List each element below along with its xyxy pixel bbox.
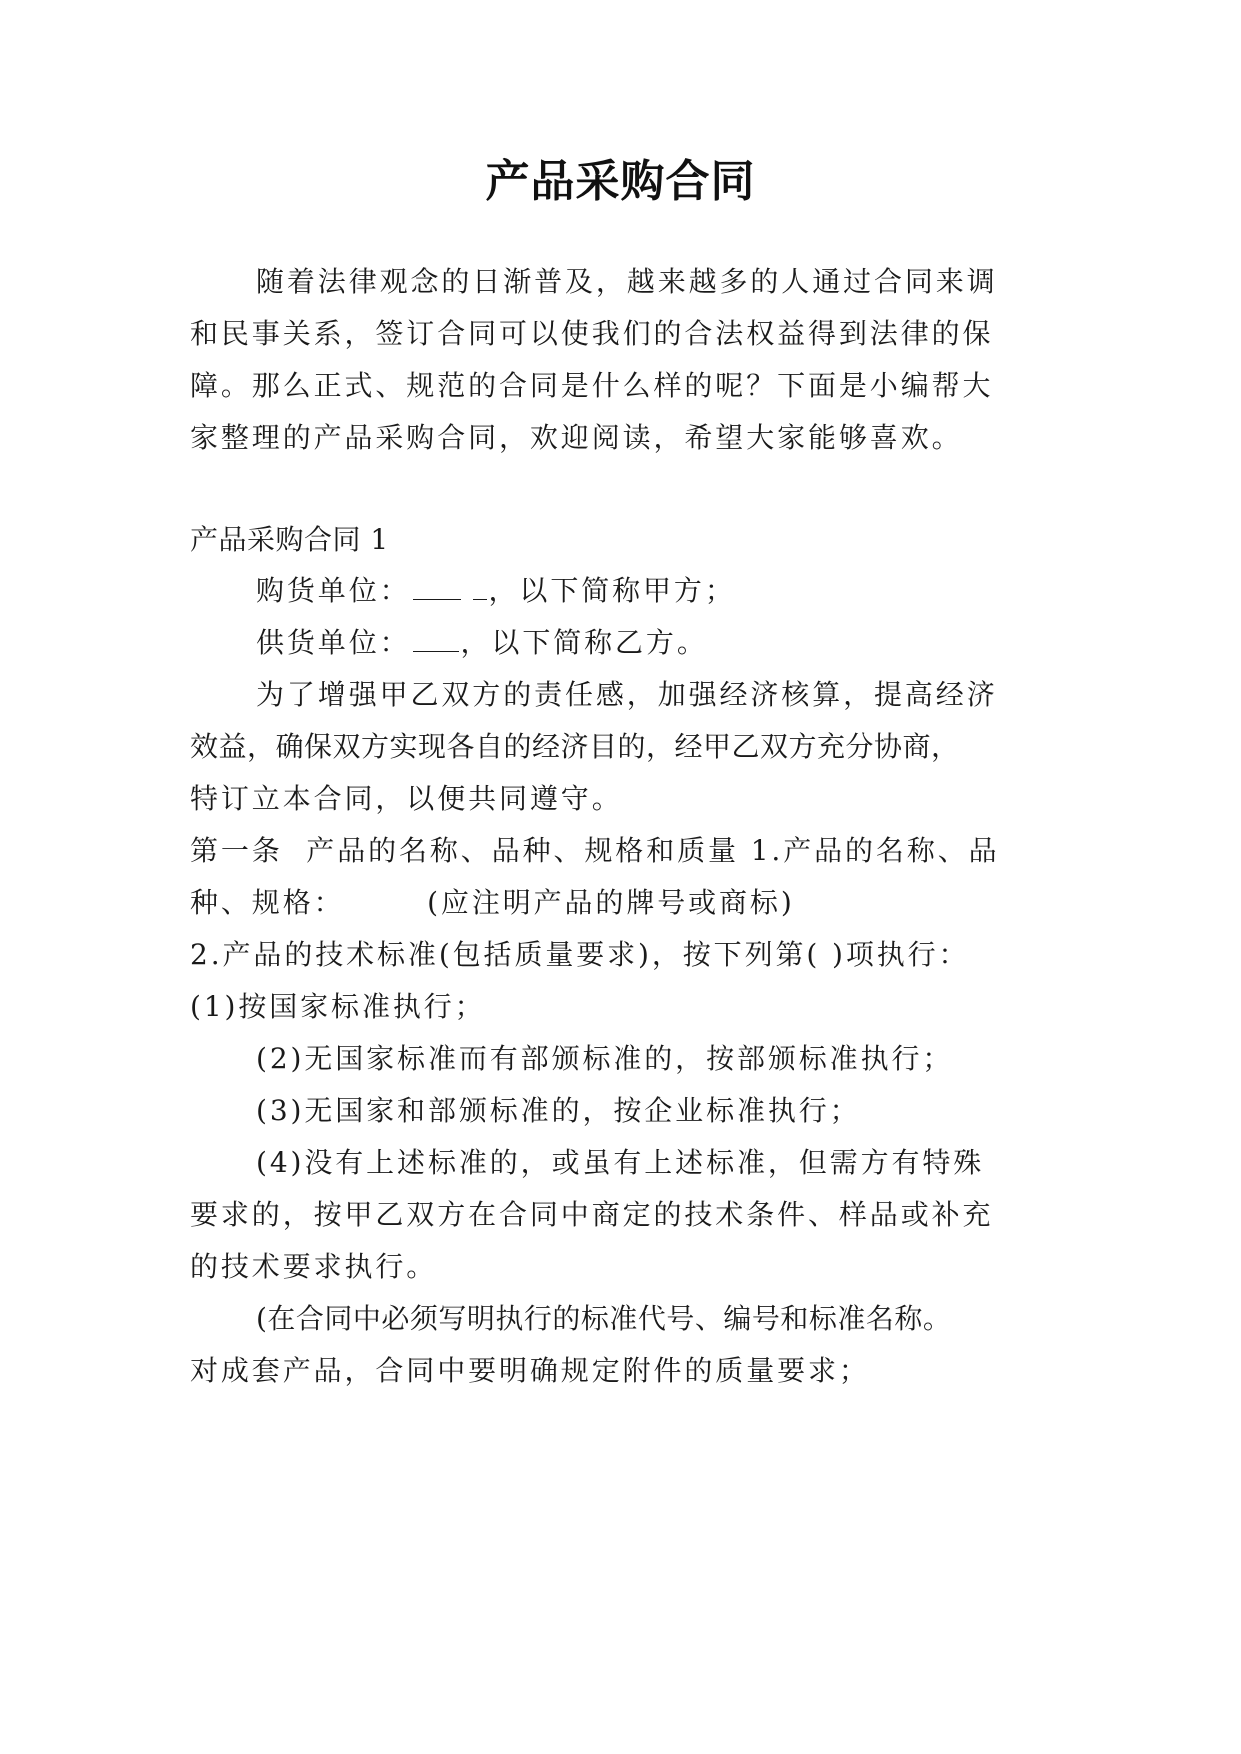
purpose-line-3: 特订立本合同，以便共同遵守。 [190,782,623,815]
intro-line-1: 随着法律观念的日渐普及，越来越多的人通过合同来调 [256,265,998,298]
buyer-suffix: ，以下简称甲方； [488,574,736,607]
purpose-line-1: 为了增强甲乙双方的责任感，加强经济核算，提高经济 [256,678,998,711]
article1-line-4: (1)按国家标准执行； [190,990,486,1023]
purpose-line-2: 效益，确保双方实现各自的经济目的，经甲乙双方充分协商， [190,730,960,763]
article1-line-3: 2.产品的技术标准(包括质量要求)，按下列第( )项执行： [190,938,970,971]
article1-line-10: (在合同中必须写明执行的标准代号、编号和标准名称。 [256,1302,952,1335]
supplier-line [256,623,708,663]
buyer-label: 购货单位： [256,574,411,607]
article1-line-1: 第一条 产品的名称、品种、规格和质量 1.产品的名称、品 [190,834,1000,867]
buyer-line [256,571,736,611]
article1-line-6: (3)无国家和部颁标准的，按企业标准执行； [256,1094,861,1127]
intro-line-2: 和民事关系，签订合同可以使我们的合法权益得到法律的保 [190,317,994,350]
article1-line-9: 的技术要求执行。 [190,1250,438,1283]
article1-line-8: 要求的，按甲乙双方在合同中商定的技术条件、样品或补充 [190,1198,994,1231]
intro-line-4: 家整理的产品采购合同，欢迎阅读，希望大家能够喜欢。 [190,421,963,454]
supplier-suffix: ，以下简称乙方。 [460,626,708,659]
document-title: 产品采购合同 [485,156,756,207]
article1-line-2: 种、规格： (应注明产品的牌号或商标) [190,886,795,919]
buyer-blank [413,573,461,600]
intro-line-3: 障。那么正式、规范的合同是什么样的呢？下面是小编帮大 [190,369,994,402]
supplier-blank [413,625,459,652]
section-heading: 产品采购合同 1 [190,523,389,556]
supplier-label: 供货单位： [256,626,411,659]
article1-line-11: 对成套产品，合同中要明确规定附件的质量要求； [190,1354,870,1387]
article1-line-7: (4)没有上述标准的，或虽有上述标准，但需方有特殊 [256,1146,985,1179]
article1-line-5: (2)无国家标准而有部颁标准的，按部颁标准执行； [256,1042,954,1075]
buyer-blank-extra [473,573,487,600]
